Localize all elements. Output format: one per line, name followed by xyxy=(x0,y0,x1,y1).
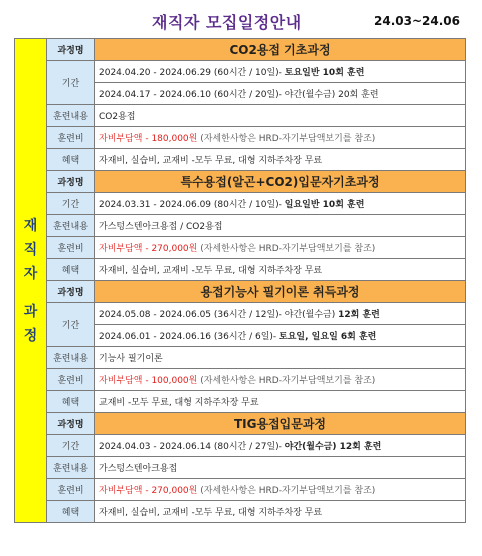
course-label: 과정명 xyxy=(47,171,95,193)
period-row xyxy=(15,193,466,215)
period-text: 2024.04.17 - 2024.06.10 (60시간 / 20일)- 야간(월수금) 20회 훈련 xyxy=(99,90,379,100)
fee-value xyxy=(95,127,466,149)
benefit-row xyxy=(15,391,466,413)
benefit-label: 혜택 xyxy=(47,149,95,171)
period-value xyxy=(95,303,466,325)
fee-note: (자세한사항은 HRD-자기부담액보기를 참조) xyxy=(197,244,376,254)
fee-note: (자세한사항은 HRD-자기부담액보기를 참조) xyxy=(197,486,376,496)
content-value: CO2용접 xyxy=(95,105,466,127)
page-title: 재직자 모집일정안내 xyxy=(152,13,302,32)
fee-value xyxy=(95,479,466,501)
fee-row xyxy=(15,127,466,149)
benefit-label: 혜택 xyxy=(47,391,95,413)
benefit-row xyxy=(15,501,466,523)
period-highlight: 야간(월수금) 12회 훈련 xyxy=(284,442,382,452)
benefit-value: 자재비, 실습비, 교재비 -모두 무료, 대형 지하주차장 무료 xyxy=(95,501,466,523)
period-label: 기간 xyxy=(47,435,95,457)
fee-amount: 자비부담액 - 270,000원 xyxy=(99,244,198,254)
fee-amount: 자비부담액 - 270,000원 xyxy=(99,486,198,496)
fee-row xyxy=(15,369,466,391)
fee-note: (자세한사항은 HRD-자기부담액보기를 참조) xyxy=(197,376,376,386)
benefit-row xyxy=(15,259,466,281)
fee-note: (자세한사항은 HRD-자기부담액보기를 참조) xyxy=(197,134,376,144)
course-name: TIG용접입문과정 xyxy=(95,413,466,435)
period-value xyxy=(95,83,466,105)
fee-label: 훈련비 xyxy=(47,369,95,391)
course-label: 과정명 xyxy=(47,281,95,303)
period-highlight: 일요일반 10회 훈련 xyxy=(284,200,365,210)
side-label xyxy=(15,39,47,523)
fee-amount: 자비부담액 - 180,000원 xyxy=(99,134,198,144)
side-char xyxy=(19,286,42,300)
fee-label: 훈련비 xyxy=(47,479,95,501)
course-label: 과정명 xyxy=(47,413,95,435)
fee-label: 훈련비 xyxy=(47,127,95,149)
content-value: 가스텅스텐아크용접 xyxy=(95,457,466,479)
period-label: 기간 xyxy=(47,303,95,347)
side-char: 과 xyxy=(23,303,38,320)
benefit-value: 교재비 -모두 무료, 대형 지하주차장 무료 xyxy=(95,391,466,413)
period-highlight: 12회 훈련 xyxy=(338,310,380,320)
course-label: 과정명 xyxy=(47,39,95,61)
course-name: 용접기능사 필기이론 취득과정 xyxy=(95,281,466,303)
content-row xyxy=(15,457,466,479)
content-row xyxy=(15,347,466,369)
fee-value xyxy=(95,237,466,259)
content-row xyxy=(15,105,466,127)
period-label: 기간 xyxy=(47,61,95,105)
fee-amount: 자비부담액 - 100,000원 xyxy=(99,376,198,386)
content-label: 훈련내용 xyxy=(47,457,95,479)
schedule-table xyxy=(14,38,466,523)
fee-value xyxy=(95,369,466,391)
side-char: 직 xyxy=(23,241,38,258)
content-value: 기능사 필기이론 xyxy=(95,347,466,369)
period-highlight: 토요일, 일요일 6회 훈련 xyxy=(279,332,377,342)
period-row xyxy=(15,435,466,457)
period-value xyxy=(95,325,466,347)
period-row xyxy=(15,61,466,83)
benefit-label: 혜택 xyxy=(47,501,95,523)
fee-row xyxy=(15,237,466,259)
benefit-value: 자재비, 실습비, 교재비 -모두 무료, 대형 지하주차장 무료 xyxy=(95,149,466,171)
course-row xyxy=(15,171,466,193)
period-text: 2024.04.03 - 2024.06.14 (80시간 / 27일)- xyxy=(99,442,285,452)
benefit-value: 자재비, 실습비, 교재비 -모두 무료, 대형 지하주차장 무료 xyxy=(95,259,466,281)
content-value: 가스텅스텐아크용접 / CO2용접 xyxy=(95,215,466,237)
content-label: 훈련내용 xyxy=(47,105,95,127)
side-char: 자 xyxy=(23,265,38,282)
period-row xyxy=(15,303,466,325)
page-header xyxy=(0,8,482,36)
content-row xyxy=(15,215,466,237)
period-label: 기간 xyxy=(47,193,95,215)
course-row xyxy=(15,281,466,303)
recruit-period: 24.03~24.06 xyxy=(374,14,460,28)
content-label: 훈련내용 xyxy=(47,347,95,369)
fee-label: 훈련비 xyxy=(47,237,95,259)
period-text: 2024.06.01 - 2024.06.16 (36시간 / 6일)- xyxy=(99,332,280,342)
period-text: 2024.03.31 - 2024.06.09 (80시간 / 10일)- xyxy=(99,200,285,210)
period-value xyxy=(95,61,466,83)
side-char: 정 xyxy=(23,327,38,344)
period-value xyxy=(95,435,466,457)
fee-row xyxy=(15,479,466,501)
period-highlight: 토요일반 10회 훈련 xyxy=(284,68,365,78)
content-label: 훈련내용 xyxy=(47,215,95,237)
side-char: 재 xyxy=(23,217,38,234)
course-row xyxy=(15,413,466,435)
course-name: CO2용접 기초과정 xyxy=(95,39,466,61)
course-row xyxy=(15,39,466,61)
period-value xyxy=(95,193,466,215)
course-name: 특수용접(알곤+CO2)입문자기초과정 xyxy=(95,171,466,193)
benefit-label: 혜택 xyxy=(47,259,95,281)
period-text: 2024.05.08 - 2024.06.05 (36시간 / 12일)- 야간(월수금) xyxy=(99,310,339,320)
period-text: 2024.04.20 - 2024.06.29 (60시간 / 10일)- xyxy=(99,68,285,78)
benefit-row xyxy=(15,149,466,171)
